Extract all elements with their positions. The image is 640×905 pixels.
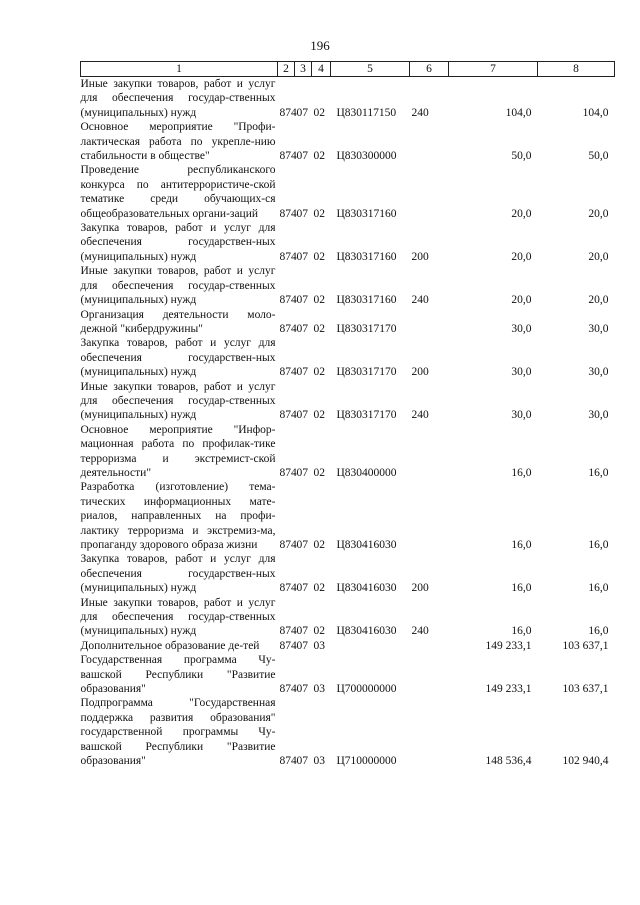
section-code: 07 (296, 250, 308, 263)
table-row (81, 639, 615, 653)
amount-col8: 103 637,1 (562, 639, 609, 652)
amount-col8: 104,0 (582, 106, 609, 119)
subsection-code: 02 (313, 207, 325, 220)
amount-col7: 16,0 (511, 625, 532, 638)
amount-col8: 30,0 (588, 366, 609, 379)
column-number-6: 6 (410, 62, 449, 77)
table-row (81, 596, 615, 639)
section-code: 07 (296, 625, 308, 638)
amount-col7: 149 233,1 (485, 639, 532, 652)
section-code: 07 (296, 409, 308, 422)
amount-col8: 30,0 (588, 322, 609, 335)
expense-type-code (410, 163, 449, 221)
expense-type-code (410, 120, 449, 163)
subsection-code: 02 (313, 539, 325, 551)
column-number-3: 3 (295, 62, 312, 77)
section-code: 07 (296, 539, 308, 551)
section-code: 07 (296, 322, 308, 335)
row-name: Иные закупки товаров, работ и услуг для обеспечения государ-ственных (муниципальных) нужд (80, 265, 276, 307)
amount-col7: 30,0 (511, 366, 532, 379)
ved-code: 874 (279, 294, 297, 307)
column-number-5: 5 (331, 62, 410, 77)
table-row (81, 480, 615, 552)
expense-type-code (410, 696, 449, 768)
section-code: 07 (296, 366, 308, 379)
subsection-code: 03 (313, 755, 325, 768)
budget-table (80, 61, 615, 769)
target-article-code: Ц830317170 (336, 322, 397, 335)
amount-col7: 20,0 (511, 250, 532, 263)
subsection-code: 02 (313, 150, 325, 163)
expense-type-code: 240 (411, 409, 429, 422)
section-code: 07 (296, 639, 308, 652)
expense-type-code (410, 653, 449, 696)
target-article-code: Ц830317160 (336, 207, 397, 220)
subsection-code: 02 (313, 366, 325, 379)
section-code: 07 (296, 755, 308, 768)
table-row (81, 308, 615, 337)
subsection-code: 03 (313, 639, 325, 652)
section-code: 07 (296, 582, 308, 595)
row-name: Дополнительное образование де-тей (80, 639, 260, 652)
amount-col8: 30,0 (588, 409, 609, 422)
section-code: 07 (296, 106, 308, 119)
section-code: 07 (296, 683, 308, 696)
row-name: Иные закупки товаров, работ и услуг для обеспечения государ-ственных (муниципальных) нужд (80, 380, 276, 422)
row-name: Проведение республиканского конкурса по антитеррористиче-ской тематике среди обучающих-ся общеобразовательных органи-заций (80, 164, 276, 220)
table-row (81, 552, 615, 595)
amount-col8: 50,0 (588, 150, 609, 163)
amount-col8: 16,0 (588, 539, 609, 551)
row-name: Основное мероприятие "Инфор-мационная работа по профилак-тике терроризма и экстремист-ской деятельности" (80, 423, 276, 479)
amount-col7: 20,0 (511, 207, 532, 220)
target-article-code: Ц700000000 (336, 683, 397, 696)
table-row (81, 423, 615, 481)
amount-col7: 149 233,1 (485, 683, 532, 696)
subsection-code: 02 (313, 106, 325, 119)
target-article-code: Ц710000000 (336, 755, 397, 768)
amount-col8: 102 940,4 (562, 755, 609, 768)
ved-code: 874 (279, 466, 297, 479)
subsection-code: 02 (313, 625, 325, 638)
ved-code: 874 (279, 755, 297, 768)
table-row (81, 77, 615, 121)
ved-code: 874 (279, 106, 297, 119)
amount-col8: 20,0 (588, 250, 609, 263)
ved-code: 874 (279, 207, 297, 220)
expense-type-code: 200 (411, 582, 429, 595)
target-article-code: Ц830317170 (336, 366, 397, 379)
table-row (81, 696, 615, 768)
target-article-code: Ц830317160 (336, 250, 397, 263)
amount-col7: 16,0 (511, 539, 532, 551)
table-row (81, 653, 615, 696)
amount-col8: 20,0 (588, 207, 609, 220)
amount-col8: 20,0 (588, 294, 609, 307)
target-article-code: Ц830416030 (336, 625, 397, 638)
table-row (81, 264, 615, 307)
ved-code: 874 (279, 366, 297, 379)
target-article-code (331, 639, 410, 653)
expense-type-code: 240 (411, 106, 429, 119)
section-code: 07 (296, 150, 308, 163)
ved-code: 874 (279, 683, 297, 696)
column-number-8: 8 (538, 62, 615, 77)
column-number-7: 7 (449, 62, 538, 77)
row-name: Разработка (изготовление) тема-тических информационных мате-риалов, направленных на профи-лактику терроризма и экстремиз-ма, пропаганду здорового образа жизни (80, 481, 276, 551)
amount-col8: 16,0 (588, 582, 609, 595)
row-name: Основное мероприятие "Профи-лактическая работа по укрепле-нию стабильности в обществе" (80, 121, 276, 163)
section-code: 07 (296, 207, 308, 220)
amount-col8: 16,0 (588, 625, 609, 638)
section-code: 07 (296, 294, 308, 307)
amount-col7: 50,0 (511, 150, 532, 163)
subsection-code: 02 (313, 294, 325, 307)
table-row (81, 120, 615, 163)
subsection-code: 02 (313, 409, 325, 422)
row-name: Закупка товаров, работ и услуг для обеспечения государствен-ных (муниципальных) нужд (80, 222, 276, 263)
target-article-code: Ц830117150 (336, 106, 397, 119)
expense-type-code: 200 (411, 366, 429, 379)
expense-type-code: 240 (411, 294, 429, 307)
table-row (81, 221, 615, 264)
row-name: Закупка товаров, работ и услуг для обеспечения государствен-ных (муниципальных) нужд (80, 553, 276, 595)
target-article-code: Ц830416030 (336, 582, 397, 595)
row-name: Иные закупки товаров, работ и услуг для обеспечения государ-ственных (муниципальных) нужд (80, 596, 276, 638)
table-row (81, 336, 615, 379)
ved-code: 874 (279, 639, 297, 652)
target-article-code: Ц830416030 (336, 539, 397, 551)
column-number-4: 4 (312, 62, 331, 77)
row-name: Подпрограмма "Государственная поддержка развития образования" государственной программы Чу-вашской Республики "Развитие образования" (80, 697, 276, 768)
subsection-code: 02 (313, 250, 325, 263)
row-name: Государственная программа Чу-вашской Республики "Развитие образования" (80, 654, 276, 696)
subsection-code: 02 (313, 582, 325, 595)
expense-type-code: 240 (411, 625, 429, 638)
ved-code: 874 (279, 250, 297, 263)
target-article-code: Ц830317160 (336, 294, 397, 307)
subsection-code: 02 (313, 466, 325, 479)
target-article-code: Ц830317170 (336, 409, 397, 422)
ved-code: 874 (279, 150, 297, 163)
expense-type-code: 200 (411, 250, 429, 263)
amount-col8: 103 637,1 (562, 683, 609, 696)
amount-col8: 16,0 (588, 466, 609, 479)
page-number: 196 (310, 38, 330, 53)
section-code: 07 (296, 466, 308, 479)
amount-col7: 20,0 (511, 294, 532, 307)
expense-type-code (410, 308, 449, 337)
column-number-header-row (81, 62, 615, 77)
ved-code: 874 (279, 409, 297, 422)
row-name: Иные закупки товаров, работ и услуг для обеспечения государ-ственных (муниципальных) нужд (80, 78, 276, 119)
subsection-code: 03 (313, 683, 325, 696)
amount-col7: 30,0 (511, 322, 532, 335)
ved-code: 874 (279, 625, 297, 638)
table-row (81, 163, 615, 221)
row-name: Организация деятельности моло-дежной "кибердружины" (80, 308, 276, 335)
column-number-1: 1 (81, 62, 278, 77)
amount-col7: 30,0 (511, 409, 532, 422)
amount-col7: 16,0 (511, 466, 532, 479)
amount-col7: 104,0 (505, 106, 532, 119)
column-number-2: 2 (278, 62, 295, 77)
amount-col7: 16,0 (511, 582, 532, 595)
ved-code: 874 (279, 582, 297, 595)
target-article-code: Ц830300000 (336, 150, 397, 163)
subsection-code: 02 (313, 322, 325, 335)
amount-col7: 148 536,4 (485, 755, 532, 768)
row-name: Закупка товаров, работ и услуг для обеспечения государствен-ных (муниципальных) нужд (80, 337, 276, 379)
table-row (81, 380, 615, 423)
ved-code: 874 (279, 539, 297, 551)
target-article-code: Ц830400000 (336, 466, 397, 479)
expense-type-code (410, 639, 449, 653)
expense-type-code (410, 423, 449, 481)
ved-code: 874 (279, 322, 297, 335)
expense-type-code (410, 480, 449, 552)
